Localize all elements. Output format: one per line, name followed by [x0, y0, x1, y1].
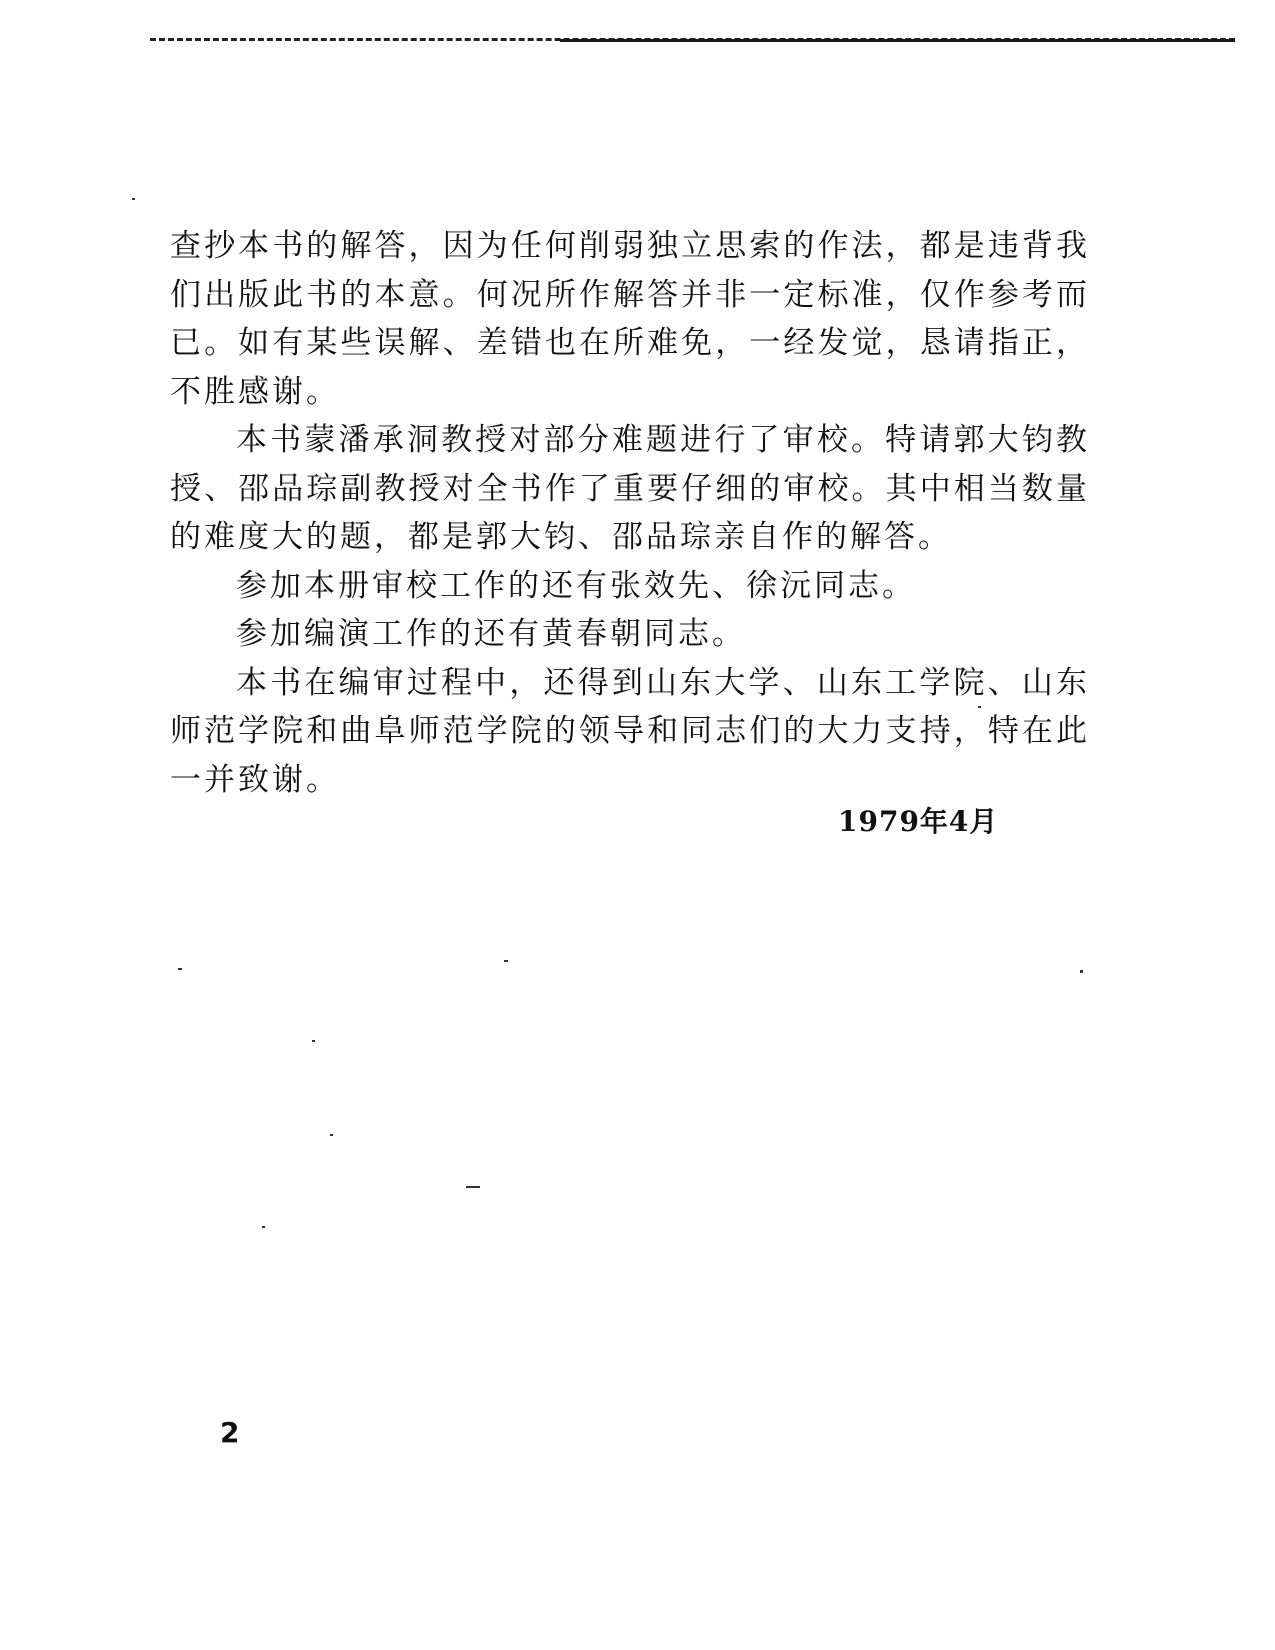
paragraph-reviewers: 本书蒙潘承洞教授对部分难题进行了审校。特请郭大钧教授、邵品琮副教授对全书作了重要仔细的审校。其中相当数量的难度大的题，都是郭大钧、邵品琮亲自作的解答。 [170, 422, 1090, 555]
preface-date: 1979年4月 [838, 805, 999, 838]
scan-speck [1080, 970, 1083, 973]
paragraph-acknowledgements: 本书在编审过程中，还得到山东大学、山东工学院、山东师范学院和曲阜师范学院的领导和同志们的大力支持，特在此一并致谢。 [170, 664, 1090, 798]
paragraph-review-participants: 参加本册审校工作的还有张效先、徐沅同志。 [236, 567, 916, 604]
paragraph-continuation: 查抄本书的解答，因为任何削弱独立思索的作法，都是违背我们出版此书的本意。何况所作解答并非一定标准，仅作参考而已。如有某些误解、差错也在所难免，一经发觉，恳请指正，不胜感谢。 [170, 228, 1090, 410]
paragraph-editing-participants: 参加编演工作的还有黄春朝同志。 [236, 616, 746, 652]
scan-speck [978, 706, 981, 708]
scan-speck [330, 1134, 333, 1136]
scan-speck [132, 198, 135, 200]
scan-speck [466, 1186, 480, 1188]
top-border-rule-solid [560, 39, 1235, 42]
scan-speck [262, 1226, 265, 1228]
page-number: 2 [220, 1416, 240, 1449]
preface-body [170, 222, 1090, 804]
scan-speck [504, 960, 508, 962]
scan-speck [312, 1040, 315, 1042]
scan-speck [178, 968, 182, 970]
